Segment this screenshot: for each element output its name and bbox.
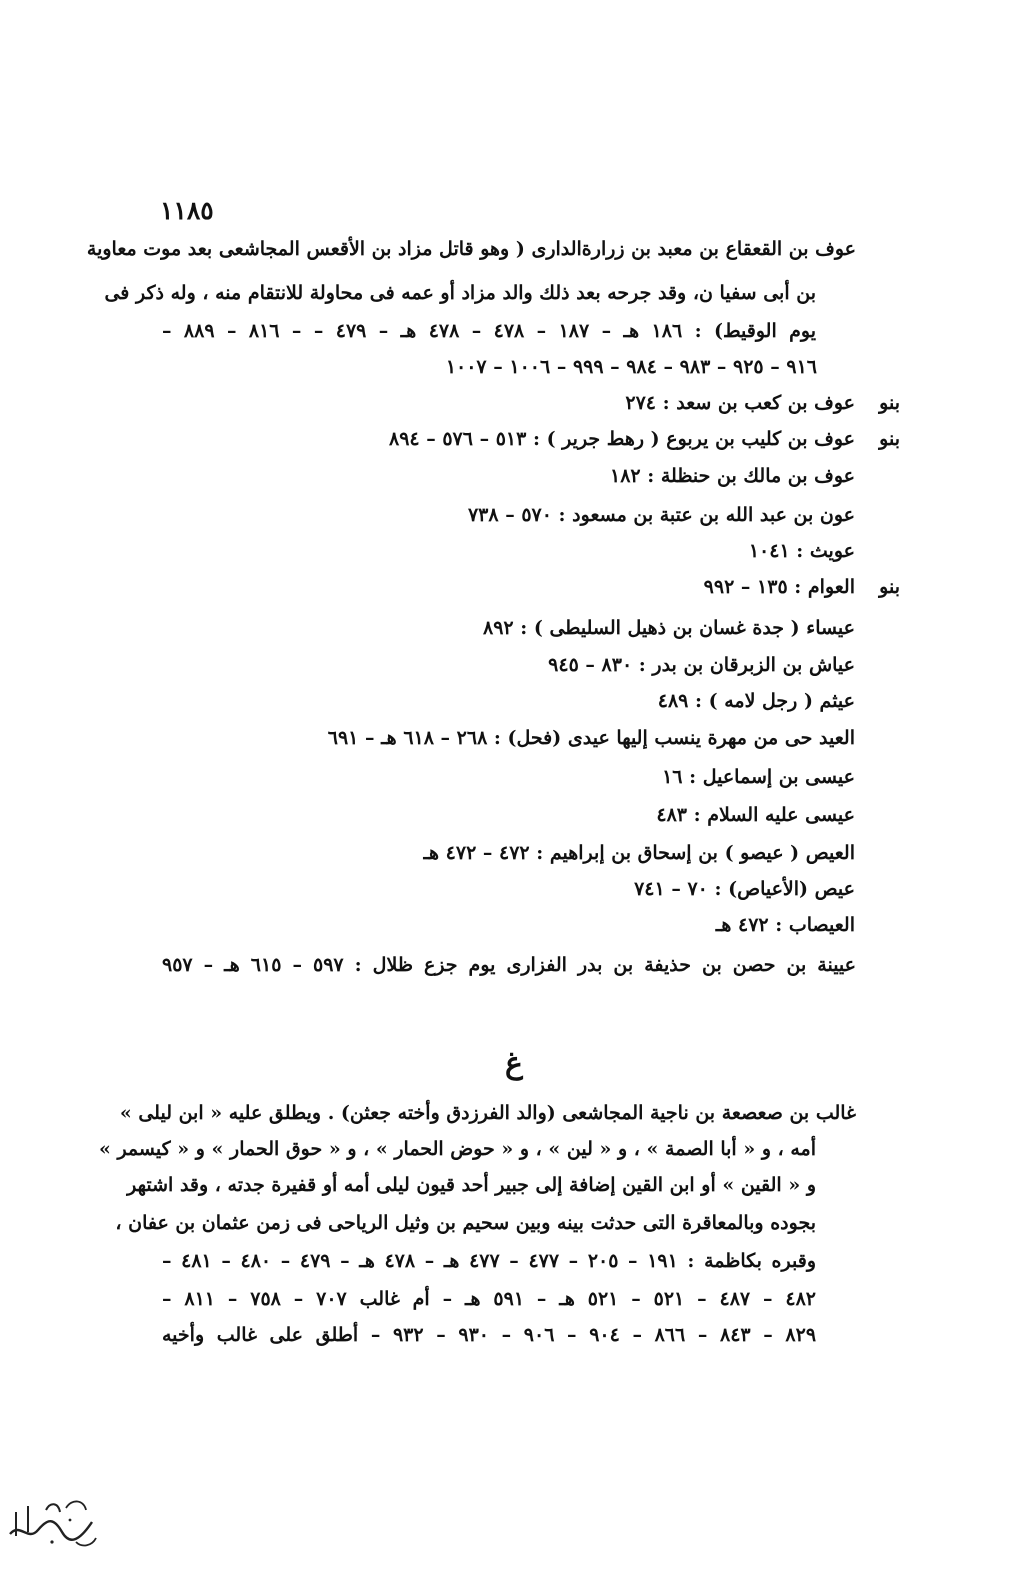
entry-line: ٤٨٢ – ٤٨٧ – ٥٢١ – ٥٢١ هـ – ٥٩١ هـ – أم غالب ٧٠٧ – ٧٥٨ – ٨١١ – xyxy=(162,1288,816,1310)
list-item: العوام : ١٣٥ – ٩٩٢ xyxy=(703,576,855,598)
list-item: العيد حى من مهرة ينسب إليها عيدى (فحل) : ٢٦٨ – ٦١٨ هـ – ٦٩١ xyxy=(327,727,855,749)
entry-line: بن أبى سفيا ن، وقد جرحه بعد ذلك والد مزاد أو عمه فى محاولة للانتقام منه ، وله ذكر فى xyxy=(104,282,816,304)
list-item: عيينة بن حصن بن حذيفة بن بدر الفزارى يوم جزع ظلال : ٥٩٧ – ٦١٥ هـ – ٩٥٧ xyxy=(162,954,857,976)
list-item: عويث : ١٠٤١ xyxy=(748,540,855,562)
entry-line: غالب بن صعصعة بن ناجية المجاشعى (والد الفرزدق وأخته جعثن) . ويطلق عليه « ابن ليلى » xyxy=(119,1102,856,1124)
entry-prefix: بنو xyxy=(879,428,900,450)
page-number: ١١٨٥ xyxy=(160,196,214,225)
section-heading: غ xyxy=(505,1046,523,1081)
entry-line: بجوده وبالمعاقرة التى حدثت بينه وبين سحيم بن وثيل الرياحى فى زمن عثمان بن عفان ، xyxy=(115,1212,816,1234)
list-item: عيسى بن إسماعيل : ١٦ xyxy=(662,766,855,788)
entry-line: وقبره بكاظمة : ١٩١ – ٢٠٥ – ٤٧٧ – ٤٧٧ هـ – ٤٧٨ هـ – ٤٧٩ – ٤٨٠ – ٤٨١ – xyxy=(162,1250,816,1272)
stamp-logo xyxy=(6,1492,102,1552)
list-item: عوف بن كليب بن يربوع ( رهط جرير ) : ٥١٣ – ٥٧٦ – ٨٩٤ xyxy=(388,428,855,450)
entry-line: ٩١٦ – ٩٢٥ – ٩٨٣ – ٩٨٤ – ٩٩٩ – ١٠٠٦ – ١٠٠٧ xyxy=(445,356,817,378)
list-item: العيص ( عيصو ) بن إسحاق بن إبراهيم : ٤٧٢ – ٤٧٢ هـ xyxy=(423,842,855,864)
entry-line: ٨٢٩ – ٨٤٣ – ٨٦٦ – ٩٠٤ – ٩٠٦ – ٩٣٠ – ٩٣٢ – أطلق على غالب وأخيه xyxy=(162,1324,817,1346)
entry-line: يوم الوقيط) : ١٨٦ هـ – ١٨٧ – ٤٧٨ – ٤٧٨ هـ – ٤٧٩ – – ٨١٦ – ٨٨٩ – xyxy=(162,320,817,342)
list-item: عيسى عليه السلام : ٤٨٣ xyxy=(656,804,855,826)
entry-line: و « القين » أو ابن القين إضافة إلى جبير أحد قيون ليلى أمه أو قفيرة جدته ، وقد اشتهر xyxy=(127,1174,816,1196)
entry-prefix: بنو xyxy=(879,576,900,598)
list-item: عوف بن مالك بن حنظلة : ١٨٢ xyxy=(610,465,855,487)
list-item: عون بن عبد الله بن عتبة بن مسعود : ٥٧٠ – ٧٣٨ xyxy=(467,504,855,526)
entry-line: أمه ، و « أبا الصمة » ، و « لين » ، و « حوض الحمار » ، و « حوق الحمار » و « كيسمر » xyxy=(98,1138,816,1160)
list-item: عيص (الأعياص) : ٧٠ – ٧٤١ xyxy=(634,878,855,900)
list-item: عيساء ( جدة غسان بن ذهيل السليطى ) : ٨٩٢ xyxy=(482,617,855,639)
entry-prefix: بنو xyxy=(879,392,900,414)
list-item: عوف بن كعب بن سعد : ٢٧٤ xyxy=(625,392,855,414)
list-item: عياش بن الزبرقان بن بدر : ٨٣٠ – ٩٤٥ xyxy=(548,654,855,676)
list-item: عيثم ( رجل لامه ) : ٤٨٩ xyxy=(657,690,855,712)
entry-line: عوف بن القعقاع بن معبد بن زرارةالدارى ( وهو قاتل مزاد بن الأقعس المجاشعى بعد موت معاوية xyxy=(86,238,856,260)
list-item: العيصاب : ٤٧٢ هـ xyxy=(715,914,855,936)
